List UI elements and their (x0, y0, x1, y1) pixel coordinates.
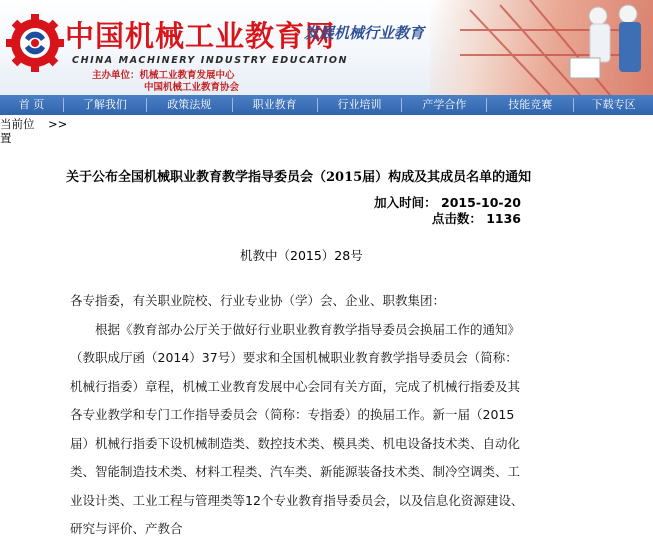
site-slogan: 发展机械行业教育 (304, 24, 425, 42)
click-count (432, 209, 521, 227)
site-title-en: CHINA MACHINERY INDUSTRY EDUCATION (72, 55, 349, 66)
click-count-value: 1136 (486, 211, 521, 226)
article-salutation: 各专指委，有关职业院校、行业专业协（学）会、企业、职教集团： (70, 293, 446, 308)
nav-about[interactable]: 了解我们 (82, 98, 127, 111)
nav-download[interactable]: 下载专区 (591, 98, 636, 111)
nav-training[interactable]: 行业培训 (337, 98, 382, 111)
gear-logo-icon (6, 14, 64, 72)
article-title: 关于公布全国机械职业教育教学指导委员会（2015届）构成及其成员名单的通知 (66, 170, 532, 185)
sponsor-line-1: 主办单位：机械工业教育发展中心 (92, 70, 235, 81)
nav-policy[interactable]: 政策法规 (167, 98, 212, 111)
breadcrumb-arrows: >> (48, 117, 68, 131)
nav-home[interactable]: 首 页 (18, 98, 45, 111)
breadcrumb-label-cont: 置 (0, 131, 12, 145)
article-paragraph: 根据《教育部办公厅关于做好行业职业教育教学指导委员会换届工作的通知》（教职成厅函（2014）37号）要求和全国机械职业教育教学指导委员会（简称：机械行指委）章程，机械工业教育发展中心会同有关方面，完成了机械行指委及其各专业教学和专门工作指导委员会（简称：专指委）的换届工作。新一届（2015届）机械行指委下设机械制造类、数控技术类、模具类、机电设备技术类、自动化类、智能制造技术类、材料工程类、汽车类、新能源装备技术类、制冷空调类、工业设计类、工业工程与管理类等12个专业教育指导委员会，以及信息化资源建设、研究与评价、产教合 (70, 321, 524, 536)
sponsor-line-2: 中国机械工业教育协会 (144, 82, 240, 93)
header-banner (0, 0, 653, 95)
article-body (70, 287, 528, 544)
sponsor-info (92, 70, 239, 94)
document-number: 机教中（2015）28号 (240, 248, 363, 263)
banner-photo (430, 0, 653, 95)
nav-vocational[interactable]: 职业教育 (252, 98, 297, 111)
site-title: 中国机械工业教育网 (65, 19, 336, 53)
nav-cooperation[interactable]: 产学合作 (422, 98, 467, 111)
click-count-label: 点击数： (431, 211, 482, 226)
main-nav (0, 95, 653, 115)
workers-illustration (430, 0, 653, 95)
breadcrumb-label: 当前位 (0, 117, 35, 131)
breadcrumb (0, 117, 68, 145)
added-time-value: 2015-10-20 (441, 195, 521, 210)
nav-competition[interactable]: 技能竞赛 (508, 98, 553, 111)
added-time-label: 加入时间： (374, 195, 437, 210)
